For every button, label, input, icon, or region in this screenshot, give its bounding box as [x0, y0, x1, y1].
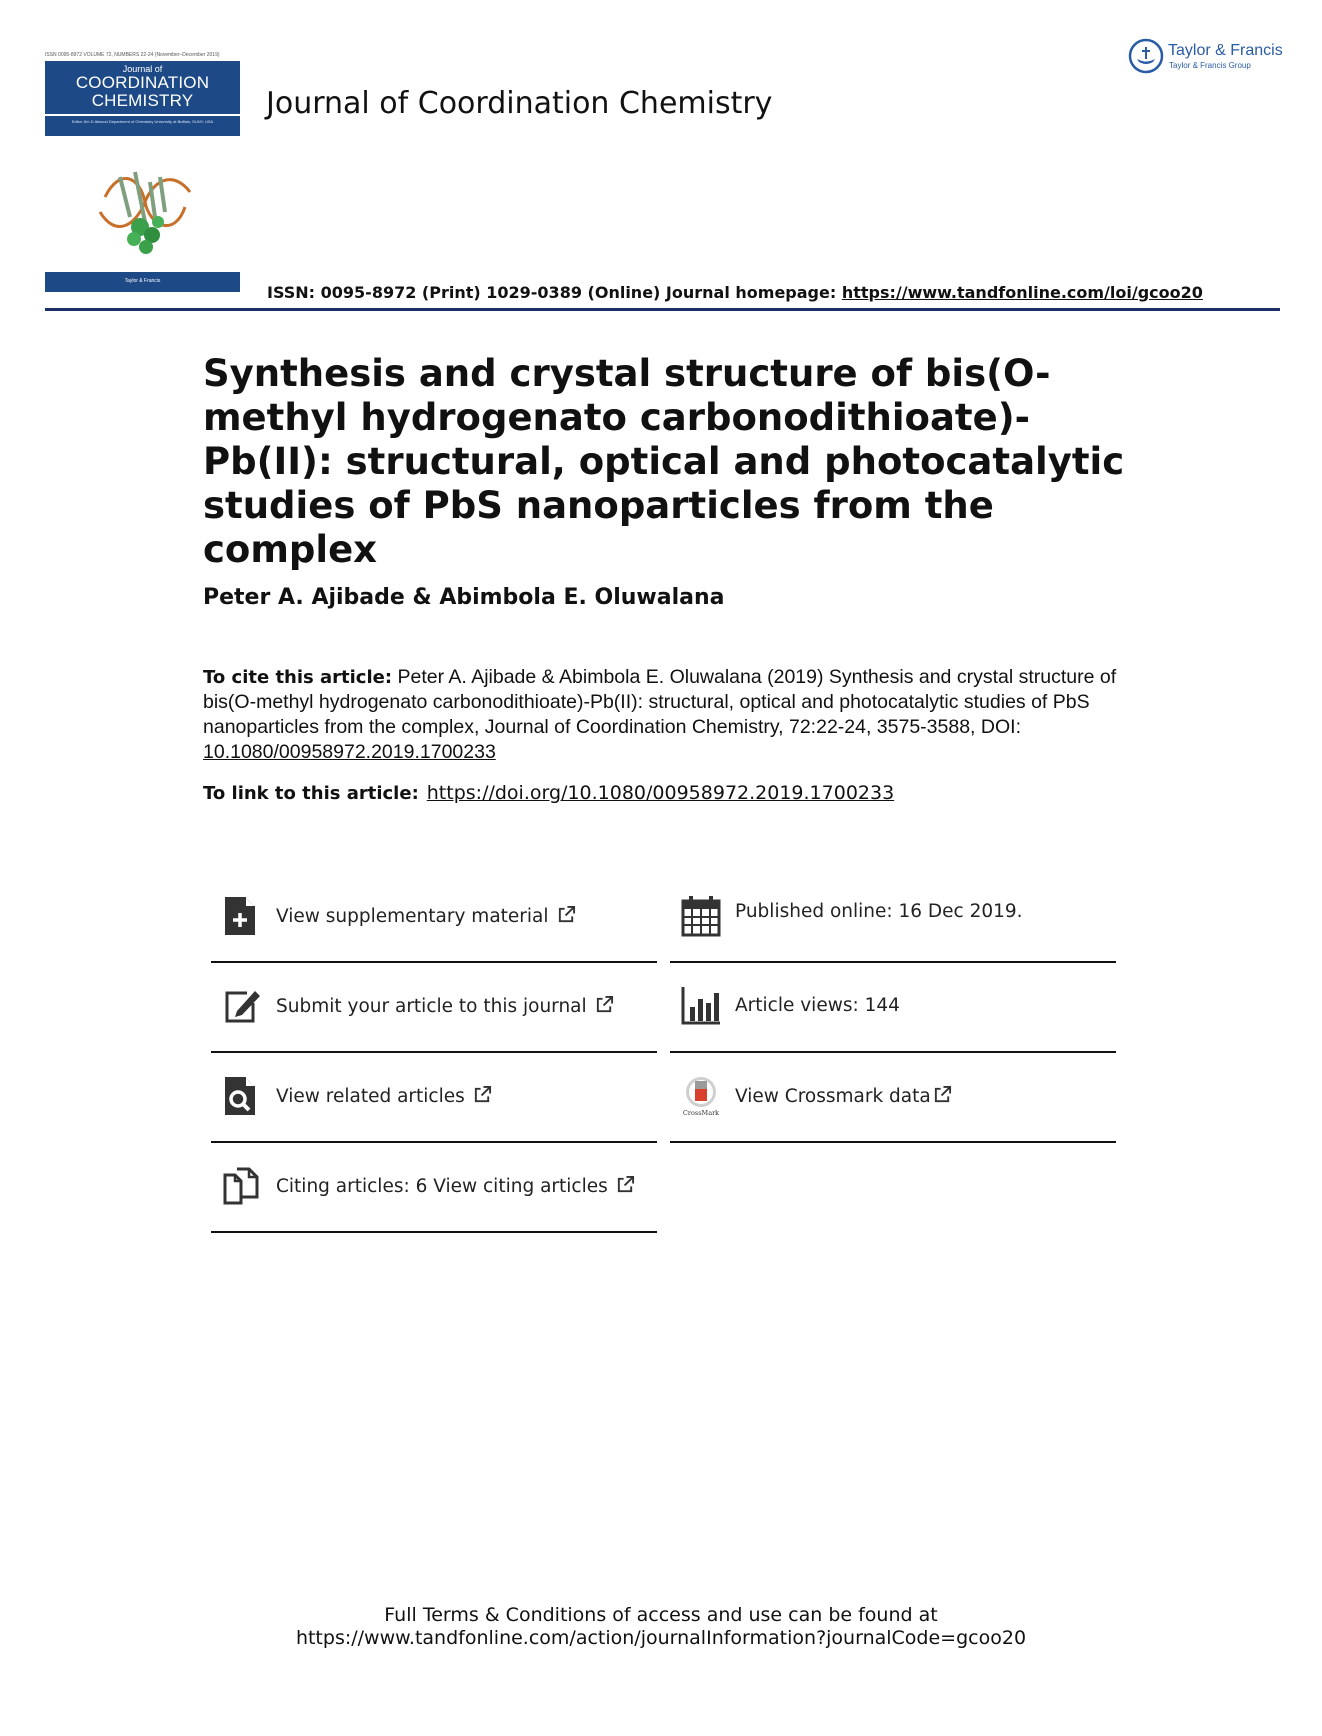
terms-footer	[0, 1604, 1322, 1650]
cover-name-line2: CHEMISTRY	[91, 91, 194, 110]
document-search-icon	[221, 1075, 263, 1117]
journal-homepage-link[interactable]: https://www.tandfonline.com/loi/gcoo20	[841, 283, 1203, 302]
calendar-icon	[680, 895, 722, 937]
cover-publisher-band	[45, 272, 240, 292]
tile-submit-label	[276, 995, 614, 1017]
footer-terms-link[interactable]: https://www.tandfonline.com/action/journalInformation?journalCode=gcoo20	[295, 1627, 1027, 1649]
citation-label: To cite this article:	[203, 667, 393, 688]
citation-doi-link[interactable]: 10.1080/00958972.2019.1700233	[203, 741, 496, 763]
article-title: Synthesis and crystal structure of bis(O-methyl hydrogenato carbonodithioate)-Pb(II): structural, optical and photocatalytic studies of PbS nanoparticles from the complex	[203, 352, 1125, 571]
supplementary-text: View supplementary material	[276, 906, 549, 927]
crossmark-icon	[680, 1075, 722, 1117]
cover-editor-text: Editor Jim D Atwood Department of Chemistry University at Buffalo, SUNY, USA	[71, 119, 214, 124]
submit-text: Submit your article to this journal	[276, 996, 587, 1017]
publisher-name: Taylor & Francis	[1168, 42, 1283, 59]
published-date: Published online: 16 Dec 2019.	[735, 901, 1023, 922]
external-link-icon	[595, 995, 614, 1014]
molecule-illustration-icon	[90, 157, 200, 257]
tile-published	[670, 875, 1116, 963]
related-text: View related articles	[276, 1086, 465, 1107]
link-label: To link to this article:	[203, 783, 419, 804]
tile-supplementary[interactable]	[211, 875, 657, 963]
cover-publisher-text: Taylor & Francis	[124, 278, 161, 284]
article-doi-link[interactable]: https://doi.org/10.1080/00958972.2019.1700233	[426, 782, 895, 804]
citation-text: Peter A. Ajibade & Abimbola E. Oluwalana (2019) Synthesis and crystal structure of bis(O-methyl hydrogenato carbonodithioate)-Pb(II): structural, optical and photocatalytic studies of PbS nanoparticles from the complex, Journal of Coordination Chemistry, 72:22-24, 3575-3588, DOI:	[203, 666, 1117, 738]
cover-name-line1: COORDINATION	[75, 73, 210, 92]
tile-views	[670, 965, 1116, 1053]
tile-related-label	[276, 1085, 492, 1107]
article-authors: Peter A. Ajibade & Abimbola E. Oluwalana	[203, 585, 725, 610]
bar-chart-icon	[680, 985, 722, 1027]
crossmark-text: View Crossmark data	[735, 1086, 931, 1107]
footer-line1: Full Terms & Conditions of access and use can be found at	[384, 1604, 938, 1626]
tile-supplementary-label	[276, 905, 576, 927]
issn-text: ISSN: 0095-8972 (Print) 1029-0389 (Online) Journal homepage:	[267, 283, 842, 302]
header-rule	[45, 308, 1280, 311]
taylor-francis-icon	[1128, 38, 1164, 74]
journal-title[interactable]: Journal of Coordination Chemistry	[266, 86, 773, 121]
copy-documents-icon	[221, 1165, 263, 1207]
cover-journal-of: Journal of	[122, 64, 163, 74]
crossmark-logo-text: CrossMark	[682, 1109, 720, 1117]
cover-editor-band	[45, 116, 240, 136]
tile-citing-label	[276, 1175, 635, 1197]
tile-citing[interactable]	[211, 1145, 657, 1233]
external-link-icon	[616, 1175, 635, 1194]
publisher-group: Taylor & Francis Group	[1169, 61, 1251, 70]
article-link-line	[203, 782, 894, 804]
external-link-icon	[473, 1085, 492, 1104]
cover-title-band	[45, 61, 240, 114]
tile-crossmark[interactable]	[670, 1055, 1116, 1143]
external-link-icon	[557, 905, 576, 924]
edit-icon	[221, 985, 263, 1027]
citing-text: Citing articles: 6 View citing articles	[276, 1176, 608, 1197]
tile-submit[interactable]	[211, 965, 657, 1053]
publisher-logo[interactable]	[1128, 38, 1288, 78]
tile-crossmark-label	[735, 1085, 952, 1107]
external-link-icon	[933, 1085, 952, 1104]
citation-block	[203, 665, 1133, 765]
tile-related[interactable]	[211, 1055, 657, 1143]
issn-line	[267, 283, 1203, 302]
article-views: Article views: 144	[735, 995, 900, 1016]
document-plus-icon	[221, 895, 263, 937]
journal-cover	[45, 52, 240, 292]
cover-issn-line: ISSN 0095-8972 VOLUME 72, NUMBERS 22-24 (November–December 2019)	[45, 52, 220, 58]
